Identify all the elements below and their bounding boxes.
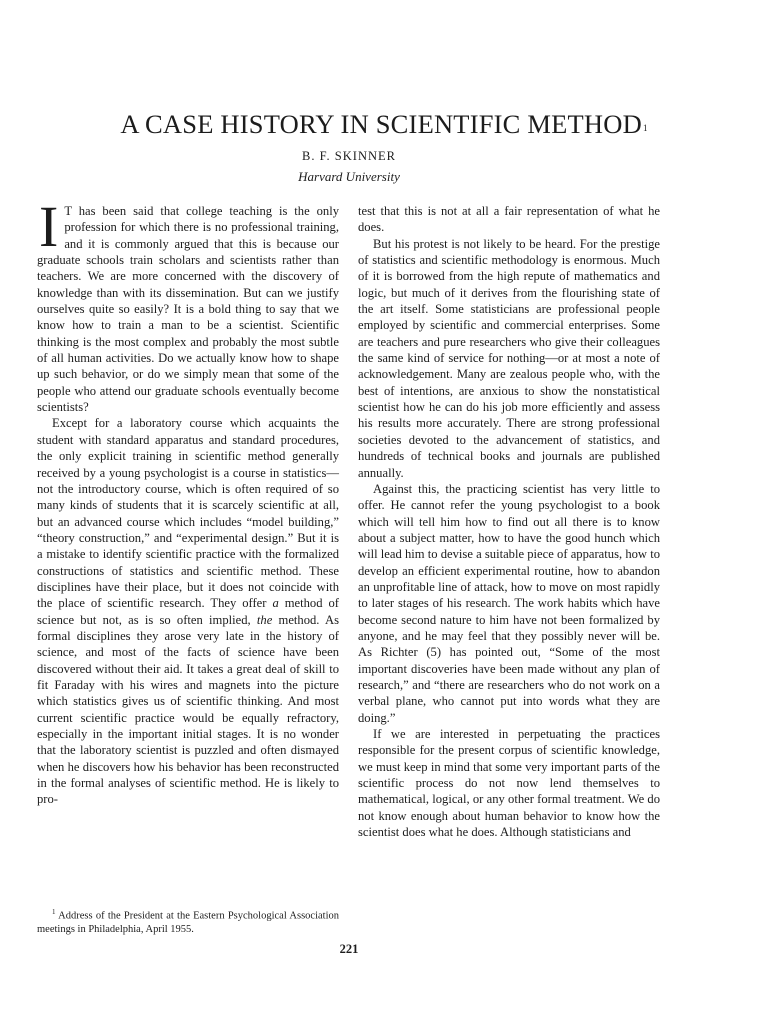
paragraph-1: I T has been said that college teaching is the only profession for which there is no professional training, and it is commonly argued that this is because our graduate schools train scholars and scientists rather than teachers. We are more concerned with the discovery of knowledge than with its dissemination. But can we justify ourselves quite so easily? It is a bold thing to say that we know how to train a man to be a scientist. Scientific thinking is the most complex and probably the most subtle of all human activities. Do we actually know how to shape up such behavior, or do we simply mean that some of the people who attend our graduate schools eventually become scientists? [37, 194, 339, 415]
paragraph-5: If we are interested in perpetuating the practices responsible for the present corpus of scientific knowledge, we must keep in mind that some very important parts of the scientific process do not now lend themselves to mathematical, logical, or any other formal treatment. We do not know enough about human behavior to know how the scientist does what he does. Although statisticians and [358, 727, 660, 840]
right-column [358, 203, 660, 840]
author-name: B. F. SKINNER [302, 149, 396, 163]
author-affiliation: Harvard University [298, 169, 400, 184]
article-title: A CASE HISTORY IN SCIENTIFIC METHOD$^1$ [120, 109, 648, 139]
paragraph-2: Except for a laboratory course which acquaints the student with standard apparatus and standard procedures, the only explicit training in scientific method generally received by a young psychologist is a course in statistics—not the introductory course, which is often required of so many kinds of students that it is scarcely scientific at all, but an advanced course which includes “model building,” “theory construction,” and “experimental design.” But it is a mistake to identify scientific practice with the formalized constructions of statistics and scientific method. These disciplines have their place, but it does not coincide with the place of scientific research. They offer a method of science but not, as is so often implied, the method. As formal disciplines they arose very late in the history of science, and most of the facts of science have been discovered without their aid. It takes a great deal of skill to fit Faraday with his wires and magnets into the picture which statistics gives us of scientific thinking. And most current scientific practice would be equally refractory, especially in the important initial stages. It is no wonder that the laboratory scientist is puzzled and often dismayed when he discovers how his behavior has been reconstructed in the formal analyses of scientific method. He is likely to pro- [37, 416, 339, 807]
paragraph-4: Against this, the practicing scientist has very little to offer. He cannot refer the young psychologist to a book which will tell him how to find out all there is to know about a subject matter, how to have the good hunch which will lead him to devise a suitable piece of apparatus, how to develop an efficient experimental routine, how to abandon an unprofitable line of attack, how to move on most rapidly to later stages of his research. The work habits which have become second nature to him have not been formalized by anyone, and he may feel that they possibly never will be. As Richter (5) has pointed out, “Some of the most important discoveries have been made without any plan of research,” and “there are researchers who do not work on a verbal plane, who cannot put into words what they are doing.” [358, 481, 660, 725]
paragraph-3: But his protest is not likely to be heard. For the prestige of statistics and scientific methodology is enormous. Much of it is borrowed from the high repute of mathematics and logic, but much of it derives from the flourishing state of the art itself. Some statisticians are professional people employed by scientific and commercial enterprises. Some are teachers and pure researchers who give their colleagues the same kind of service for nothing—or at most a note of acknowledgement. Many are zealous people who, with the best of intentions, are anxious to show the nonstatistical scientist how he can do his job more efficiently and assess his results more accurately. There are strong professional societies devoted to the advancement of statistics, and hundreds of technical books and journals are published annually. [358, 236, 660, 480]
footnote-text: Address of the President at the Eastern Psychological Association meetings in Philadelphia, April 1955. [37, 910, 339, 935]
title-footnote-mark: 1 [642, 123, 648, 133]
footnote [37, 906, 339, 937]
left-column [37, 194, 339, 808]
footnote-mark: 1 [52, 908, 56, 916]
page-number: 221 [339, 942, 359, 956]
paragraph-continued: test that this is not at all a fair representation of what he does. [358, 204, 660, 235]
drop-cap: I [39, 194, 59, 259]
